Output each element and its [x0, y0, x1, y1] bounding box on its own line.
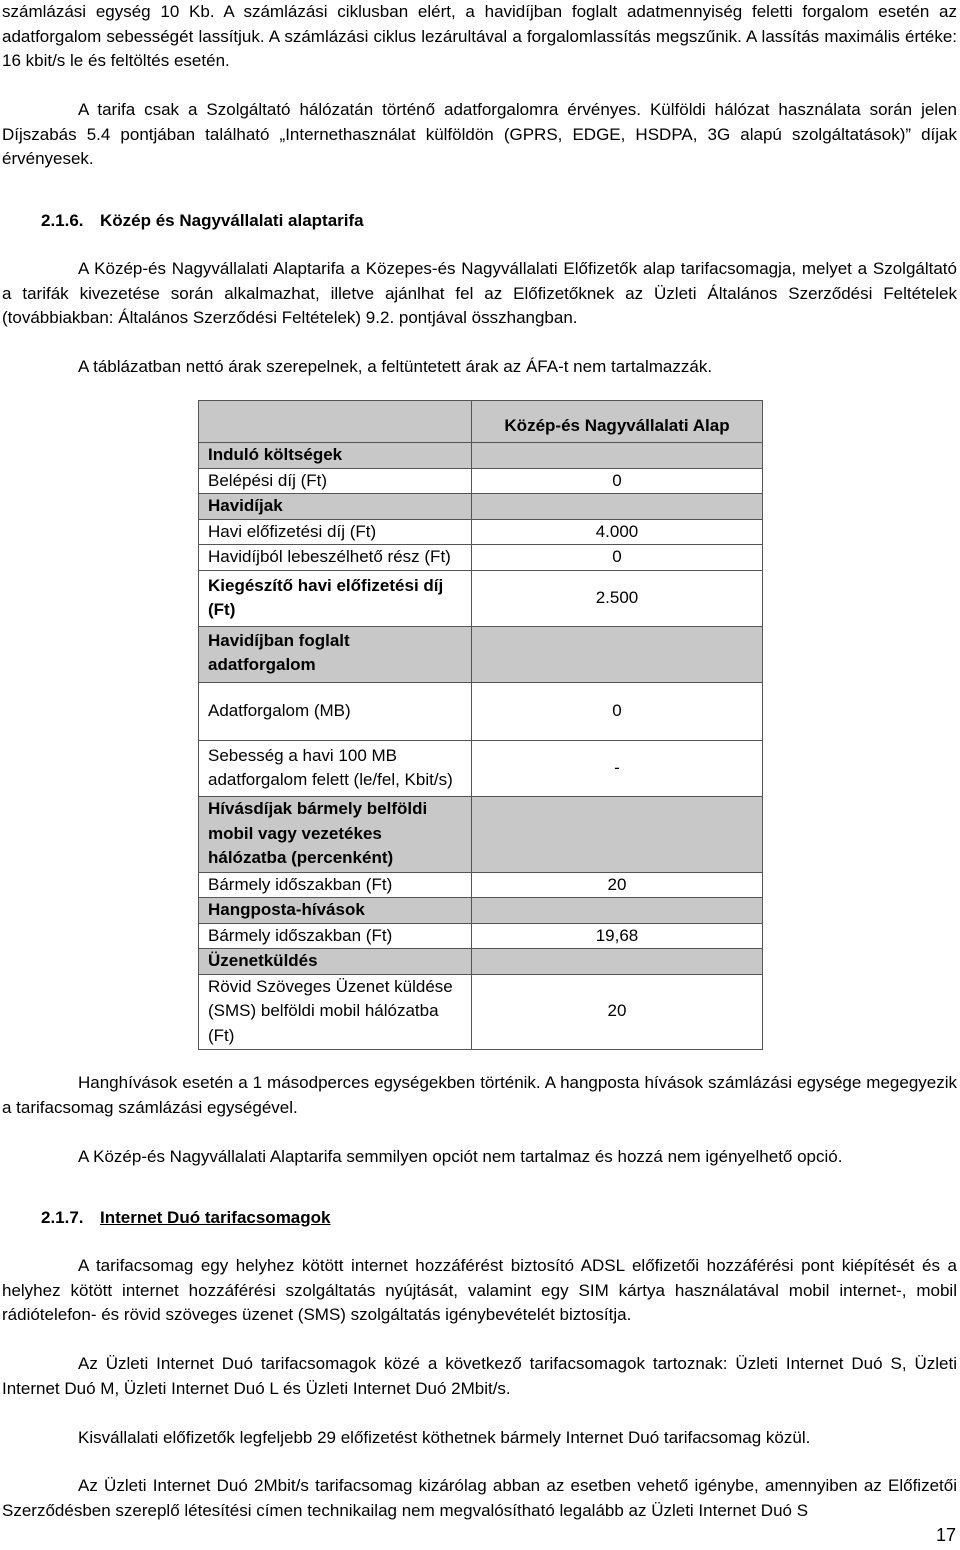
table-row: [199, 923, 763, 949]
section-number: 2.1.7.: [41, 1208, 84, 1227]
paragraph-tariff-description: A Közép-és Nagyvállalati Alaptarifa a Közepes-és Nagyvállalati Előfizetők alap tarifacsomagja, melyet a Szolgáltató a tarifák kivezetése során alkalmazhat, illetve ajánlhat fel az Előfizetőknek az Üzleti Általános Szerződési Feltételek (továbbiakban: Általános Szerződési Feltételek) 9.2. pontjával összhangban.: [2, 259, 957, 327]
table-row: [199, 545, 763, 571]
row-section-label: Havidíjak: [199, 494, 472, 520]
row-section-label: Hívásdíjak bármely belföldi mobil vagy vezetékes hálózatba (percenként): [199, 796, 472, 872]
row-section-label: Induló költségek: [199, 443, 472, 469]
row-value: 20: [472, 872, 763, 898]
row-label: Belépési díj (Ft): [199, 468, 472, 494]
section-title: Közép és Nagyvállalati alaptarifa: [100, 211, 364, 230]
table-row: [199, 570, 763, 626]
section-heading-2-1-6: [41, 209, 364, 233]
paragraph-network-validity: A tarifa csak a Szolgáltató hálózatán történő adatforgalomra érvényes. Külföldi hálózat használata során jelen Díjszabás 5.4 pontjában található „Internethasználat külföldön (GPRS, EDGE, HSDPA, 3G alapú szolgáltatások)” díjak érvényesek.: [2, 100, 957, 168]
table-row: [199, 974, 763, 1049]
table-cell: [472, 949, 763, 975]
table-cell: [199, 401, 472, 443]
row-label: Rövid Szöveges Üzenet küldése (SMS) belföldi mobil hálózatba (Ft): [199, 974, 472, 1049]
paragraph-billing-unit: számlázási egység 10 Kb. A számlázási ciklusban elért, a havidíjban foglalt adatmennyiség feletti forgalom esetén az adatforgalom sebességét lassítjuk. A számlázási ciklus lezárultával a forgalomlassítás megszűnik. A lassítás maximális értéke: 16 kbit/s le és feltöltés esetén.: [2, 2, 957, 70]
row-value: 19,68: [472, 923, 763, 949]
row-value: 0: [472, 545, 763, 571]
paragraph-small-business-limit: Kisvállalati előfizetők legfeljebb 29 előfizetést köthetnek bármely Internet Duó tarifacsomag közül.: [78, 1428, 811, 1447]
row-value: -: [472, 740, 763, 796]
table-row: [199, 682, 763, 740]
table-cell: [472, 626, 763, 682]
table-row: [199, 898, 763, 924]
row-label: Bármely időszakban (Ft): [199, 872, 472, 898]
table-cell: [472, 443, 763, 469]
row-section-label: Hangposta-hívások: [199, 898, 472, 924]
row-label: Kiegészítő havi előfizetési díj (Ft): [199, 570, 472, 626]
paragraph-package-list: Az Üzleti Internet Duó tarifacsomagok közé a következő tarifacsomagok tartoznak: Üzleti Internet Duó S, Üzleti Internet Duó M, Üzleti Internet Duó L és Üzleti Internet Duó 2Mbit/s.: [2, 1354, 957, 1398]
table-cell: [472, 898, 763, 924]
paragraph-package-description: A tarifacsomag egy helyhez kötött internet hozzáférést biztosító ADSL előfizetői hozzáférési pont kiépítését és a helyhez kötött internet hozzáférési szolgáltatás nyújtását, valamint egy SIM kártya használatával mobil internet-, mobil rádiótelefon- és rövid szöveges üzenet (SMS) szolgáltatás igénybevételét biztosítja.: [2, 1256, 957, 1324]
row-value: 2.500: [472, 570, 763, 626]
paragraph-call-billing: Hanghívások esetén a 1 másodperces egységekben történik. A hangposta hívások számlázási egysége megegyezik a tarifacsomag számlázási egységével.: [2, 1073, 957, 1117]
table-row: [199, 626, 763, 682]
tariff-table: [198, 400, 763, 1050]
column-header: Közép-és Nagyvállalati Alap: [472, 401, 763, 443]
table-row: [199, 872, 763, 898]
row-value: 4.000: [472, 519, 763, 545]
row-label: Havidíjból lebeszélhető rész (Ft): [199, 545, 472, 571]
row-value: 20: [472, 974, 763, 1049]
paragraph-net-prices: A táblázatban nettó árak szerepelnek, a feltüntetett árak az ÁFA-t nem tartalmazzák.: [78, 357, 713, 376]
paragraph-2mbit-condition: Az Üzleti Internet Duó 2Mbit/s tarifacsomag kizárólag abban az esetben vehető igénybe, amennyiben az Előfizetői Szerződésben szereplő létesítési címen technikailag nem megvalósítható legalább az Üzleti Internet Duó S: [2, 1476, 957, 1520]
table-row: [199, 494, 763, 520]
table-row: [199, 443, 763, 469]
section-title: Internet Duó tarifacsomagok: [100, 1208, 331, 1227]
table-row: [199, 519, 763, 545]
row-section-label: Üzenetküldés: [199, 949, 472, 975]
paragraph-no-options: A Közép-és Nagyvállalati Alaptarifa semmilyen opciót nem tartalmaz és hozzá nem igényelhető opció.: [78, 1147, 843, 1166]
table-cell: [472, 494, 763, 520]
table-row: [199, 796, 763, 872]
table-cell: [472, 796, 763, 872]
table-row: [199, 949, 763, 975]
section-heading-2-1-7: [41, 1206, 331, 1230]
row-label: Bármely időszakban (Ft): [199, 923, 472, 949]
row-label: Sebesség a havi 100 MB adatforgalom felett (le/fel, Kbit/s): [199, 740, 472, 796]
row-value: 0: [472, 682, 763, 740]
table-row: [199, 740, 763, 796]
page-number: 17: [935, 1525, 956, 1545]
row-label: Adatforgalom (MB): [199, 682, 472, 740]
row-section-label: Havidíjban foglalt adatforgalom: [199, 626, 472, 682]
row-label: Havi előfizetési díj (Ft): [199, 519, 472, 545]
row-value: 0: [472, 468, 763, 494]
table-row: [199, 468, 763, 494]
section-number: 2.1.6.: [41, 211, 84, 230]
table-header-row: [199, 401, 763, 443]
